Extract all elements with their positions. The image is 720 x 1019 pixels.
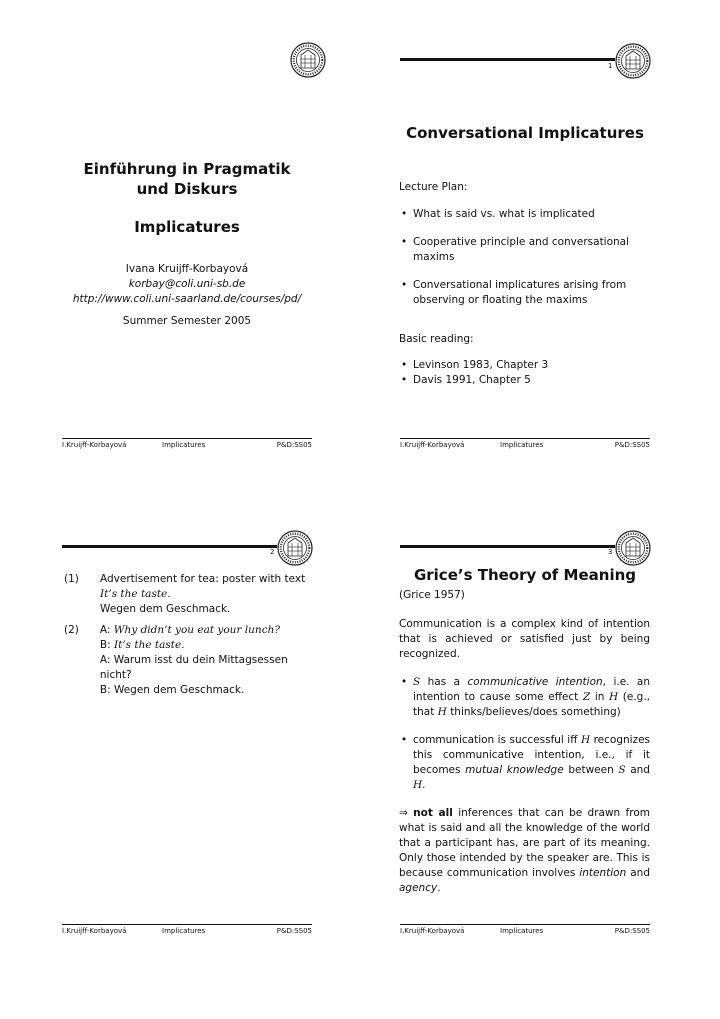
example-2 bbox=[62, 623, 322, 698]
footer-author: I.Kruijff-Korbayová bbox=[62, 927, 127, 935]
slide1-title: Conversational Implicatures bbox=[406, 124, 644, 142]
header-rule bbox=[62, 545, 277, 548]
slide0-title-line1: Einführung in Pragmatik bbox=[83, 160, 291, 178]
speaker-a: A: bbox=[99, 624, 111, 636]
university-seal-icon bbox=[290, 42, 326, 78]
ex2-b-de: B: Wegen dem Geschmack. bbox=[99, 684, 245, 696]
speaker-b: B: bbox=[99, 639, 111, 651]
slide0-author: Ivana Kruijff-Korbayová bbox=[125, 263, 249, 275]
ex1-line2: It’s the taste. bbox=[100, 588, 171, 600]
conclusion-paragraph: ⇒ not all inferences that can be drawn from what is said and all the knowledge of the world that a participant has, are part of its meaning. Only those intended by the speaker are. This is because communication involves intention and agency. bbox=[399, 807, 650, 894]
footer bbox=[62, 927, 312, 935]
slide0-subtitle: Implicatures bbox=[134, 218, 240, 236]
reading-label: Basic reading: bbox=[399, 333, 474, 345]
footer-author: I.Kruijff-Korbayová bbox=[400, 927, 465, 935]
plan-item: • Conversational implicatures arising from observing or floating the maxims bbox=[399, 278, 651, 308]
page-number: 1 bbox=[608, 62, 613, 70]
intro-paragraph: Communication is a complex kind of intention that is achieved or satisfied just by being recognized. bbox=[399, 618, 650, 660]
slide0-email[interactable]: korbay@coli.uni-sb.de bbox=[128, 278, 246, 290]
slide0-semester: Summer Semester 2005 bbox=[122, 315, 252, 327]
footer-topic: Implicatures bbox=[162, 927, 206, 935]
footer-author: I.Kruijff-Korbayová bbox=[400, 441, 465, 449]
footer-course: P&D:SS05 bbox=[276, 927, 312, 935]
slide3-title: Grice’s Theory of Meaning bbox=[413, 566, 637, 584]
plan-item: • What is said vs. what is implicated bbox=[399, 207, 651, 222]
reading-item: • Davis 1991, Chapter 5 bbox=[399, 373, 651, 388]
ex2-b-text: It’s the taste. bbox=[113, 639, 185, 651]
university-seal-icon bbox=[615, 43, 651, 79]
page-number: 2 bbox=[270, 548, 275, 556]
footer-course: P&D:SS05 bbox=[614, 441, 650, 449]
ex2-a-text: Why didn’t you eat your lunch? bbox=[113, 624, 280, 636]
lecture-plan-label: Lecture Plan: bbox=[399, 181, 468, 193]
ex1-line1: Advertisement for tea: poster with text bbox=[100, 573, 306, 585]
citation: (Grice 1957) bbox=[399, 589, 465, 601]
reading-item: • Levinson 1983, Chapter 3 bbox=[399, 358, 651, 373]
footer-divider bbox=[400, 438, 650, 439]
bullet-intention: • S has a communicative intention, i.e. an intention to cause some effect Z in H (e.g., that H thinks/believes/does something) bbox=[399, 675, 650, 720]
footer-course: P&D:SS05 bbox=[276, 441, 312, 449]
ex1-line3: Wegen dem Geschmack. bbox=[100, 603, 231, 615]
bullet-communication: • communication is successful iff H recognizes this communicative intention, i.e., if it becomes mutual knowledge between S and H. bbox=[399, 733, 650, 793]
footer-topic: Implicatures bbox=[500, 441, 544, 449]
page-number: 3 bbox=[608, 548, 613, 556]
example-number: (1) bbox=[64, 573, 79, 585]
footer-topic: Implicatures bbox=[500, 927, 544, 935]
footer bbox=[400, 927, 650, 935]
university-seal-icon bbox=[615, 530, 651, 566]
footer-topic: Implicatures bbox=[162, 441, 206, 449]
example-1 bbox=[62, 572, 322, 617]
footer-author: I.Kruijff-Korbayová bbox=[62, 441, 127, 449]
slide0-url[interactable]: http://www.coli.uni-saarland.de/courses/pd/ bbox=[72, 293, 302, 305]
slide0-title-line2: und Diskurs bbox=[136, 180, 238, 198]
footer-divider bbox=[400, 924, 650, 925]
footer bbox=[400, 441, 650, 449]
ex2-a-de: A: Warum isst du dein Mittagsessen nicht? bbox=[99, 654, 288, 681]
plan-item: • Cooperative principle and conversational maxims bbox=[399, 235, 651, 265]
university-seal-icon bbox=[277, 530, 313, 566]
example-number: (2) bbox=[64, 624, 79, 636]
footer-course: P&D:SS05 bbox=[614, 927, 650, 935]
header-rule bbox=[400, 58, 615, 61]
footer bbox=[62, 441, 312, 449]
header-rule bbox=[400, 545, 615, 548]
footer-divider bbox=[62, 438, 312, 439]
footer-divider bbox=[62, 924, 312, 925]
